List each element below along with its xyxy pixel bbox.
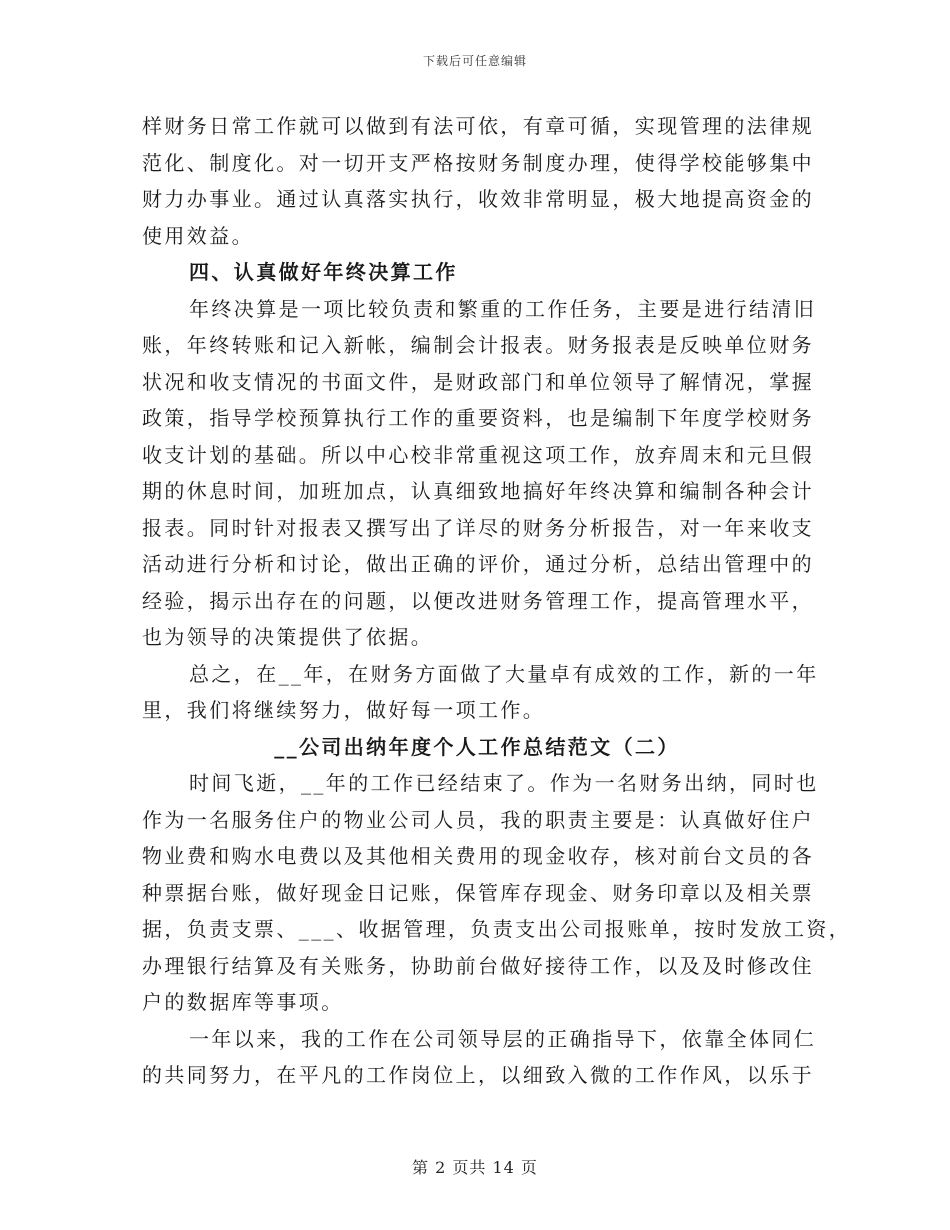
- paragraph-line: 户的数据库等事项。: [142, 990, 344, 1014]
- paragraph-line: 范化、制度化。对一切开支严格按财务制度办理，使得学校能够集中: [142, 150, 814, 175]
- paragraph-line: 经验，揭示出存在的问题，以便改进财务管理工作，提高管理水平，: [142, 588, 814, 613]
- paragraph-line: 政策，指导学校预算执行工作的重要资料，也是编制下年度学校财务: [142, 406, 814, 430]
- paragraph-line: 也为领导的决策提供了依据。: [142, 625, 434, 649]
- page-header-note: 下载后可任意编辑: [422, 54, 527, 68]
- paragraph-line: 账，年终转账和记入新帐，编制会计报表。财务报表是反映单位财务: [142, 333, 814, 357]
- paragraph-line: 年终决算是一项比较负责和繁重的工作任务，主要是进行结清旧: [189, 296, 817, 321]
- paragraph-line: 收支计划的基础。所以中心校非常重视这项工作，放弃周末和元旦假: [142, 442, 814, 467]
- paragraph-line: 里，我们将继续努力，做好每一项工作。: [142, 698, 546, 722]
- paragraph-line: 一年以来，我的工作在公司领导层的正确指导下，依靠全体同仁: [189, 1026, 817, 1051]
- paragraph-line: 期的休息时间，加班加点，认真细致地搞好年终决算和编制各种会计: [142, 479, 814, 503]
- paragraph-line: 种票据台账，做好现金日记账，保管库存现金、财务印章以及相关票: [142, 880, 814, 905]
- paragraph-line: 办理银行结算及有关账务，协助前台做好接待工作，以及及时修改住: [142, 953, 814, 978]
- document-body: [142, 108, 852, 1094]
- paragraph-line: 时间飞逝，__年的工作已经结束了。作为一名财务出纳，同时也: [189, 771, 819, 795]
- section-title: __公司出纳年度个人工作总结范文（二）: [274, 734, 680, 759]
- section-heading: 四、认真做好年终决算工作: [189, 260, 458, 284]
- paragraph-line: 活动进行分析和讨论，做出正确的评价，通过分析，总结出管理中的: [142, 552, 814, 576]
- paragraph-line: 状况和收支情况的书面文件，是财政部门和单位领导了解情况，掌握: [142, 369, 814, 394]
- page-number-footer: 第 2 页共 14 页: [412, 1158, 538, 1177]
- paragraph-line: 总之，在__年，在财务方面做了大量卓有成效的工作，新的一年: [189, 661, 819, 686]
- paragraph-line: 物业费和购水电费以及其他相关费用的现金收存，核对前台文员的各: [142, 844, 814, 868]
- paragraph-line: 财力办事业。通过认真落实执行，收效非常明显，极大地提高资金的: [142, 187, 814, 211]
- paragraph-line: 报表。同时针对报表又撰写出了详尽的财务分析报告，对一年来收支: [142, 515, 814, 540]
- paragraph-line: 样财务日常工作就可以做到有法可依，有章可循，实现管理的法律规: [142, 114, 814, 138]
- paragraph-line: 作为一名服务住户的物业公司人员，我的职责主要是：认真做好住户: [142, 807, 814, 832]
- paragraph-line: 据，负责支票、___、收据管理，负责支出公司报账单，按时发放工资，: [142, 917, 852, 941]
- paragraph-line: 的共同努力，在平凡的工作岗位上，以细致入微的工作作风，以乐于: [142, 1063, 814, 1087]
- paragraph-line: 使用效益。: [142, 223, 254, 248]
